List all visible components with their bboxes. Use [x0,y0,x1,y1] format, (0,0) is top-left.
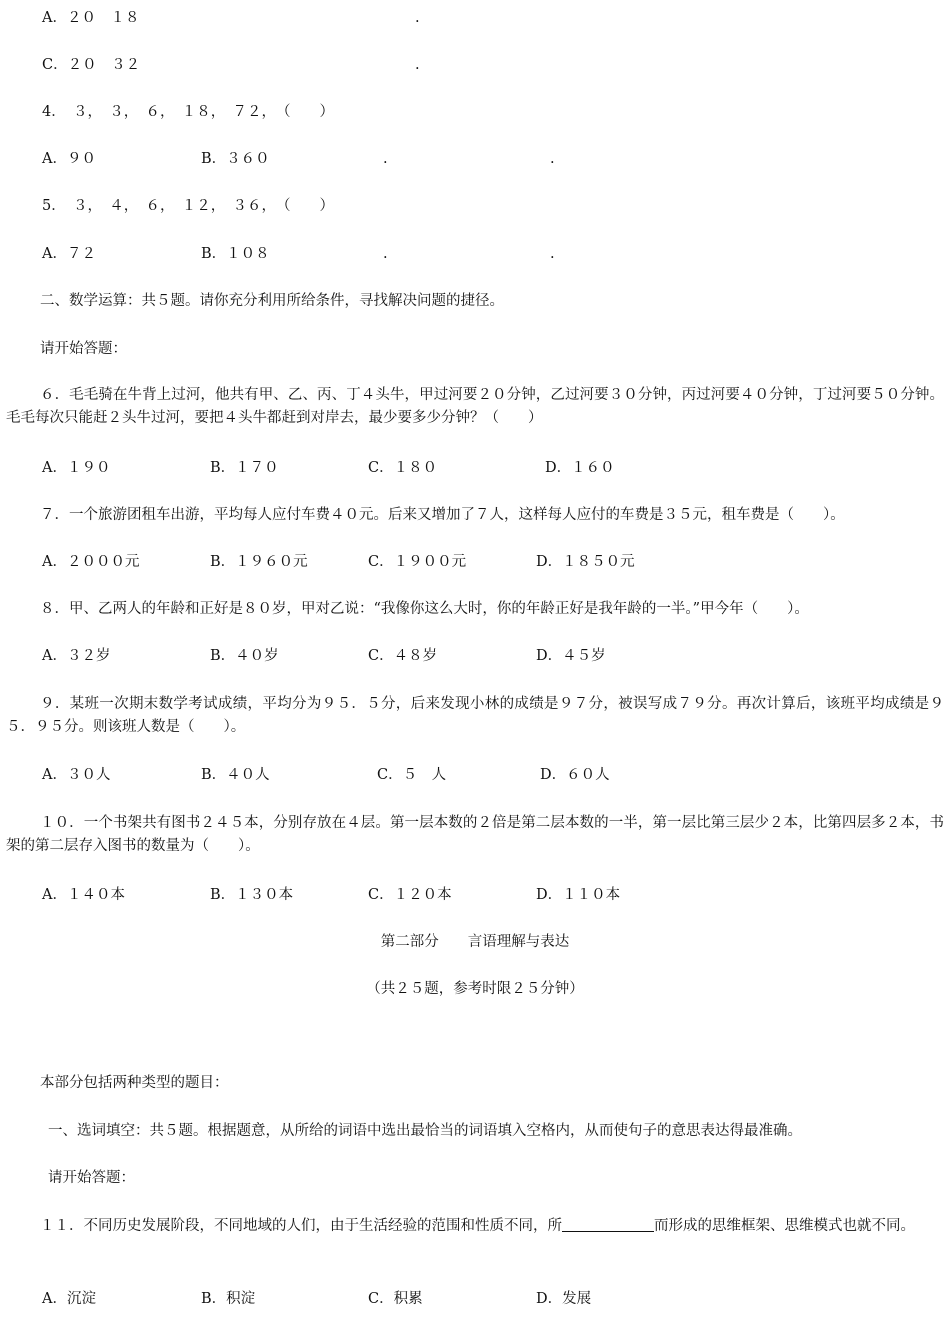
start-instruction: 请开始答题： [48,1170,135,1186]
q8-option-d: D．４５岁 [536,648,606,664]
section-header: 一、选词填空：共５题。根据题意，从所给的词语中选出最恰当的词语填入空格内，从而使句子的意思表达得最准确。 [48,1123,802,1139]
q7-stem: ７．一个旅游团租车出游，平均每人应付车费４０元。后来又增加了７人，这样每人应付的车费是３５元，租车费是（ ）。 [40,507,845,523]
q4-option-a: A．９０ [42,151,96,167]
q9-option-d: D．６０人 [540,767,610,783]
q6-stem: ６．毛毛骑在牛背上过河，他共有甲、乙、丙、丁４头牛，甲过河要２０分钟，乙过河要３０分钟，丙过河要４０分钟，丁过河要５０分钟。毛毛每次只能赶２头牛过河，要把４头牛都赶到对岸去，最少要多少分钟？（ ） [6,387,944,426]
q11-option-b: B．积淀 [201,1291,256,1307]
q10-option-c: C．１２０本 [368,887,452,903]
q7-option-a: A．２０００元 [42,554,140,570]
q4-blank-dot: . [383,151,388,167]
q11-fill-blank [562,1217,654,1232]
q9-option-a: A．３０人 [42,767,111,783]
q5-option-a: A．７２ [42,246,96,262]
q9-option-b: B．４０人 [201,767,270,783]
q3-blank-dot: . [415,10,420,26]
q8-option-a: A．３２岁 [42,648,111,664]
part-intro: 本部分包括两种类型的题目： [40,1075,229,1091]
q9-stem: ９．某班一次期末数学考试成绩，平均分为９５．５分，后来发现小林的成绩是９７分，被误写成７９分。再次计算后，该班平均成绩是９５．９５分。则该班人数是（ ）。 [6,696,944,735]
q6-option-c: C．１８０ [368,460,438,476]
q4-blank-dot: . [550,151,555,167]
q8-option-c: C．４８岁 [368,648,438,664]
part-subtitle: （共２５题，参考时限２５分钟） [366,981,584,997]
q6-option-a: A．１９０ [42,460,111,476]
q11-option-a: A．沉淀 [42,1291,96,1307]
q10-stem: １０．一个书架共有图书２４５本，分别存放在４层。第一层本数的２倍是第二层本数的一半，第一层比第三层少２本，比第四层多２本，书架的第二层存入图书的数量为（ ）。 [6,815,944,854]
q10-option-b: B．１３０本 [210,887,294,903]
q5-option-b: B．１０８ [201,246,270,262]
q6-option-b: B．１７０ [210,460,279,476]
q11-option-c: C．积累 [368,1291,423,1307]
start-instruction: 请开始答题： [40,341,127,357]
q5-blank-dot: . [550,246,555,262]
q11-stem [6,1215,944,1238]
q8-stem: ８．甲、乙两人的年龄和正好是８０岁，甲对乙说：“我像你这么大时，你的年龄正好是我年龄的一半。”甲今年（ ）。 [40,601,809,617]
q4-option-b: B．３６０ [201,151,270,167]
q8-option-b: B．４０岁 [210,648,279,664]
q5-stem: 5． ３， ４， ６， １２， ３６， （ ） [42,198,334,214]
q9-option-c: C．５ 人 [377,767,447,783]
q11-stem-before: １１．不同历史发展阶段，不同地域的人们，由于生活经验的范围和性质不同，所 [40,1218,562,1234]
q4-stem: 4． ３， ３， ６， １８， ７２， （ ） [42,104,334,120]
q11-stem-after: 而形成的思维框架、思维模式也就不同。 [654,1218,915,1234]
q3-option-a: A．２０ １８ [42,10,140,26]
q10-option-a: A．１４０本 [42,887,125,903]
q6-option-d: D．１６０ [545,460,615,476]
section-header: 二、数学运算：共５题。请你充分利用所给条件，寻找解决问题的捷径。 [40,293,504,309]
q5-blank-dot: . [383,246,388,262]
q10-option-d: D．１１０本 [536,887,621,903]
q7-option-c: C．１９００元 [368,554,467,570]
q3-option-c: C．２０ ３２ [42,57,141,73]
q7-option-b: B．１９６０元 [210,554,308,570]
q11-option-d: D．发展 [536,1291,592,1307]
q3-blank-dot: . [415,57,420,73]
q7-option-d: D．１８５０元 [536,554,635,570]
part-title: 第二部分 言语理解与表达 [380,934,570,950]
